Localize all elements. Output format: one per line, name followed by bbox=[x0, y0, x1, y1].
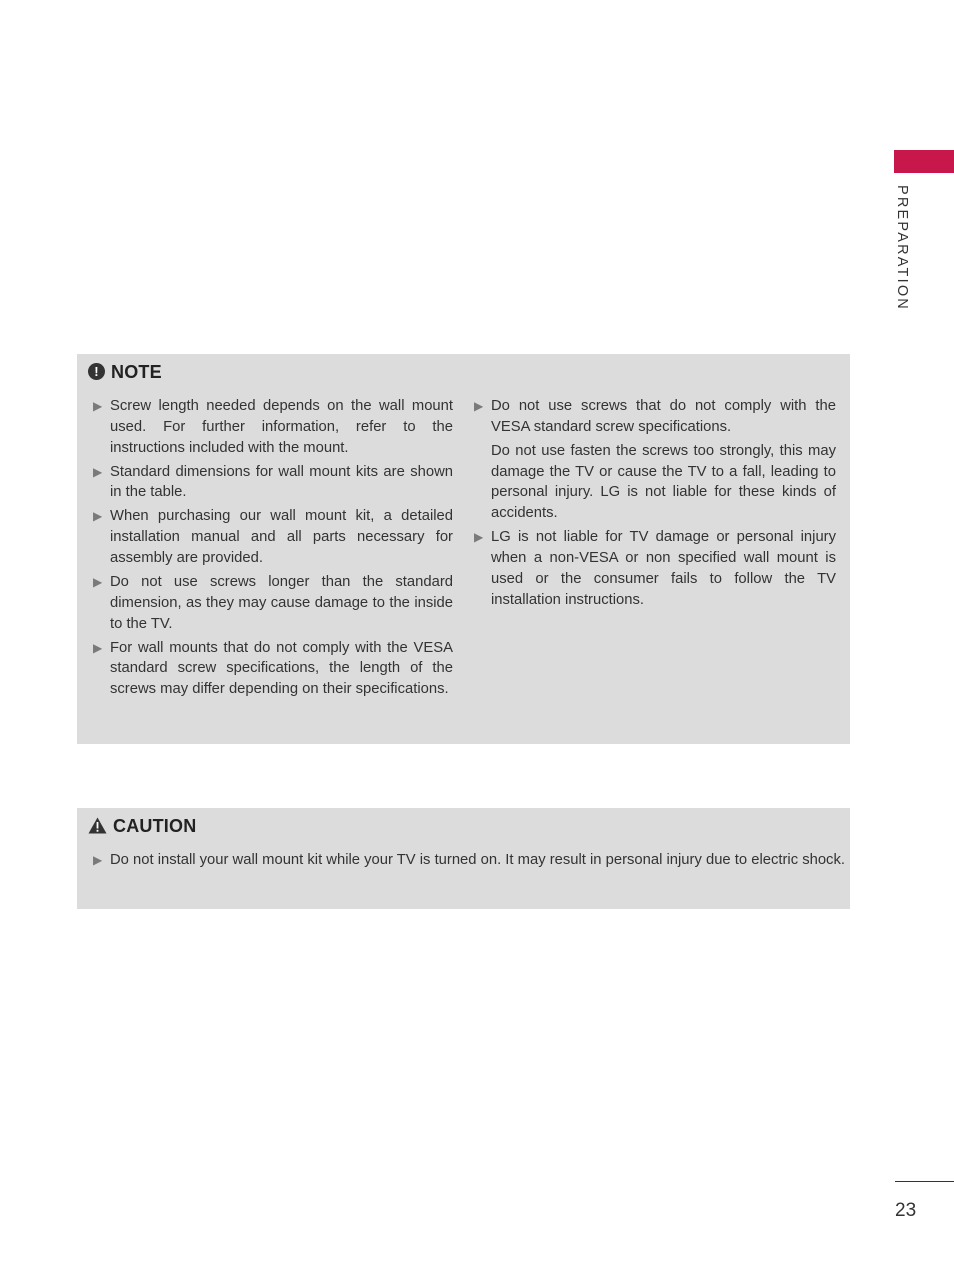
bullet-arrow-icon: ▶ bbox=[474, 399, 484, 413]
list-item: ▶ Do not use screws longer than the standard dimension, as they may cause damage to the inside to the TV. bbox=[93, 573, 453, 632]
caution-box bbox=[77, 808, 850, 909]
list-item: ▶ For wall mounts that do not comply with the VESA standard screw specifications, the length of the screws may differ depending on their specifications. bbox=[93, 639, 453, 698]
caution-heading bbox=[88, 816, 196, 837]
list-item: ▶ Do not use screws that do not comply with the VESA standard screw specifications. bbox=[474, 398, 836, 435]
footer-divider bbox=[895, 1181, 954, 1182]
exclamation-icon: ! bbox=[88, 363, 105, 380]
note-box bbox=[77, 354, 850, 744]
section-color-tab bbox=[894, 150, 954, 173]
bullet-arrow-icon: ▶ bbox=[93, 574, 103, 589]
bullet-arrow-icon: ▶ bbox=[93, 853, 103, 867]
page-number: 23 bbox=[895, 1200, 917, 1221]
warning-triangle-icon bbox=[88, 817, 107, 834]
list-item: ▶ When purchasing our wall mount kit, a detailed installation manual and all parts necessary for assembly are provided. bbox=[93, 508, 453, 566]
list-item-continuation: Do not use fasten the screws too strongly, this may damage the TV or cause the TV to a fall, leading to personal injury. LG is not liable for these kinds of accidents. bbox=[491, 442, 836, 522]
note-title: NOTE bbox=[111, 362, 162, 382]
note-left-column bbox=[93, 396, 453, 703]
note-heading bbox=[88, 362, 162, 383]
list-item: ▶ LG is not liable for TV damage or personal injury when a non-VESA or non specified wall mount is used or the consumer fails to follow the TV installation instructions. bbox=[474, 529, 836, 608]
bullet-arrow-icon: ▶ bbox=[93, 509, 103, 524]
list-item: ▶ Screw length needed depends on the wall mount used. For further information, refer to the instructions included with the mount. bbox=[93, 398, 453, 456]
section-label: PREPARATION bbox=[894, 185, 910, 311]
list-item: ▶ Do not install your wall mount kit while your TV is turned on. It may result in personal injury due to electric shock. bbox=[93, 850, 853, 871]
note-right-column bbox=[474, 396, 836, 614]
list-item: ▶ Standard dimensions for wall mount kits are shown in the table. bbox=[93, 463, 453, 501]
caution-title: CAUTION bbox=[113, 816, 197, 836]
bullet-arrow-icon: ▶ bbox=[93, 464, 103, 479]
bullet-arrow-icon: ▶ bbox=[93, 399, 103, 413]
bullet-arrow-icon: ▶ bbox=[93, 640, 103, 655]
bullet-arrow-icon: ▶ bbox=[474, 530, 484, 545]
